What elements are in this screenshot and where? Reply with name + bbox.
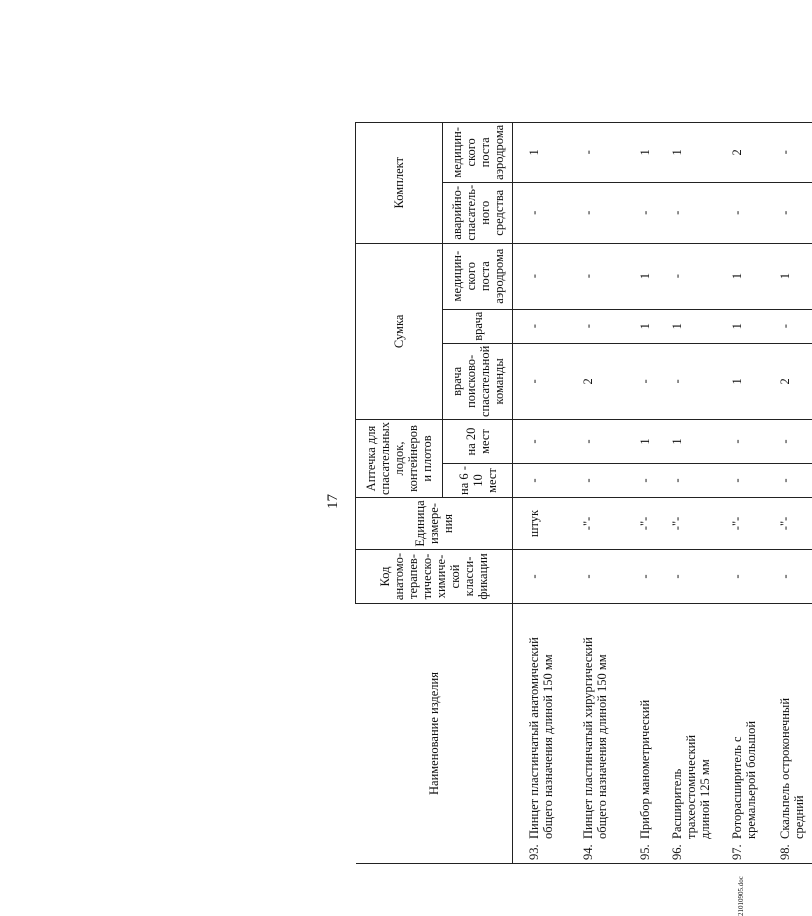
cell-bag-doctor: - [772, 309, 812, 343]
cell-kit-large: - [575, 420, 632, 464]
cell-unit: штук [513, 498, 575, 550]
cell-set-medpost: 1 [513, 122, 575, 182]
cell-set-emergency: - [513, 182, 575, 243]
row-number: 94. [580, 844, 595, 860]
cell-code: - [724, 550, 772, 604]
table-row [772, 122, 812, 863]
cell-bag-medpost: 1 [772, 243, 812, 309]
cell-bag-medpost: - [575, 243, 632, 309]
header-bag-doctor: врача [443, 309, 513, 343]
cell-kit-small: - [664, 464, 724, 498]
cell-set-medpost: 2 [724, 122, 772, 182]
cell-kit-small: - [724, 464, 772, 498]
cell-bag-rescue-doctor: - [513, 343, 575, 419]
item-name: Пинцет пластинчатый хирургический общего назначения длиной 150 мм [580, 637, 609, 839]
cell-set-emergency: - [724, 182, 772, 243]
cell-bag-doctor: - [513, 309, 575, 343]
row-number: 96. [669, 844, 684, 860]
cell-bag-rescue-doctor: 2 [575, 343, 632, 419]
rotated-page [325, 84, 806, 916]
cell-bag-doctor: 1 [664, 309, 724, 343]
cell-bag-medpost: 1 [724, 243, 772, 309]
row-number: 95. [637, 844, 652, 860]
cell-code: - [575, 550, 632, 604]
header-code: Код анатомо-терапев-тическо-химиче-ской класси-фикации [356, 550, 513, 604]
cell-set-medpost: - [772, 122, 812, 182]
cell-bag-doctor: 1 [632, 309, 664, 343]
header-set-medpost: медицин-ского поста аэродрома [443, 122, 513, 182]
table-row [575, 122, 632, 863]
header-bag-rescue-doctor: врача поисково-спасательной команды [443, 343, 513, 419]
cell-unit: -"- [724, 498, 772, 550]
item-name: Расширитель трахеостомический длиной 125 мм [669, 734, 712, 839]
header-kit-group: Аптечка для спасательных лодок, контейнеров и плотов [356, 420, 443, 498]
doc-code: 21010905.doc [737, 876, 745, 916]
cell-bag-medpost: - [513, 243, 575, 309]
cell-set-medpost: 1 [664, 122, 724, 182]
cell-unit: -"- [632, 498, 664, 550]
cell-kit-large: - [513, 420, 575, 464]
cell-kit-small: - [575, 464, 632, 498]
cell-bag-doctor: - [575, 309, 632, 343]
cell-set-emergency: - [575, 182, 632, 243]
item-name: Роторасширитель с кремальерой большой [729, 720, 758, 839]
cell-bag-medpost: 1 [632, 243, 664, 309]
row-number: 98. [777, 844, 792, 860]
cell-code: - [632, 550, 664, 604]
cell-set-emergency: - [772, 182, 812, 243]
cell-unit: -"- [664, 498, 724, 550]
page-number: 17 [325, 494, 341, 509]
cell-kit-large: 1 [632, 420, 664, 464]
cell-kit-small: - [632, 464, 664, 498]
cell-unit: -"- [575, 498, 632, 550]
cell-bag-rescue-doctor: 1 [724, 343, 772, 419]
cell-code: - [772, 550, 812, 604]
row-number: 93. [527, 844, 541, 860]
item-name: Пинцет пластинчатый анатомический общего назначения длиной 150 мм [527, 637, 555, 839]
header-bag-group: Сумка [356, 243, 443, 419]
header-name: Наименование изделия [356, 604, 513, 864]
cell-set-medpost: - [575, 122, 632, 182]
cell-bag-rescue-doctor: - [632, 343, 664, 419]
header-set-group: Комплект [356, 122, 443, 243]
table-row [724, 122, 772, 863]
cell-set-emergency: - [664, 182, 724, 243]
cell-kit-large: 1 [664, 420, 724, 464]
table-row [513, 122, 575, 863]
cell-bag-doctor: 1 [724, 309, 772, 343]
cell-bag-medpost: - [664, 243, 724, 309]
equipment-table [355, 122, 812, 864]
cell-kit-large: - [724, 420, 772, 464]
cell-set-medpost: 1 [632, 122, 664, 182]
cell-kit-small: - [772, 464, 812, 498]
cell-unit: -"- [772, 498, 812, 550]
item-name: Прибор манометрический [637, 699, 652, 839]
cell-code: - [664, 550, 724, 604]
item-name: Скальпель остроконечный средний [777, 697, 806, 839]
row-number: 97. [729, 844, 744, 860]
header-unit: Единица измере-ния [356, 498, 513, 550]
cell-kit-small: - [513, 464, 575, 498]
cell-code: - [513, 550, 575, 604]
cell-bag-rescue-doctor: - [664, 343, 724, 419]
table-row [632, 122, 664, 863]
table-row [664, 122, 724, 863]
header-kit-large: на 20 мест [443, 420, 513, 464]
header-kit-small: на 6 - 10 мест [443, 464, 513, 498]
cell-kit-large: - [772, 420, 812, 464]
header-bag-medpost: медицин-ского поста аэродрома [443, 243, 513, 309]
cell-set-emergency: - [632, 182, 664, 243]
header-set-emergency: аварийно-спасатель-ного средства [443, 182, 513, 243]
cell-bag-rescue-doctor: 2 [772, 343, 812, 419]
